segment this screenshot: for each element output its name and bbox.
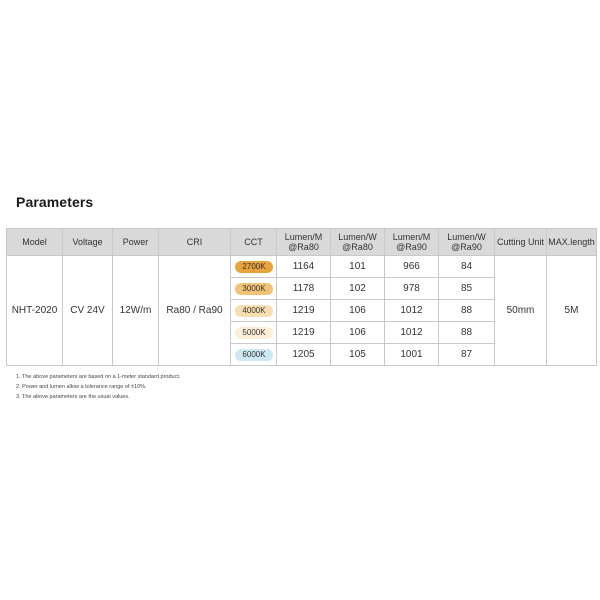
cell-power: 12W/m — [113, 256, 159, 366]
footnote: 1. The above parameters are based on a 1-meter standard product. — [16, 374, 181, 380]
cell-voltage: CV 24V — [63, 256, 113, 366]
header-power: Power — [113, 229, 159, 256]
cell-model: NHT-2020 — [7, 256, 63, 366]
header-cri: CRI — [159, 229, 231, 256]
header-lumen-m-ra90-line1: Lumen/M — [392, 232, 431, 242]
page-title: Parameters — [16, 194, 94, 210]
cct-badge: 5000K — [235, 327, 273, 339]
header-lumen-m-ra90-line2: @Ra90 — [396, 242, 427, 252]
table-row — [7, 256, 597, 278]
cell-lumen-m-ra90: 1012 — [385, 300, 439, 322]
header-cct: CCT — [231, 229, 277, 256]
header-lumen-w-ra80 — [331, 229, 385, 256]
cell-lumen-w-ra80: 105 — [331, 344, 385, 366]
cell-lumen-m-ra80: 1219 — [277, 300, 331, 322]
header-voltage: Voltage — [63, 229, 113, 256]
header-lumen-w-ra90-line2: @Ra90 — [451, 242, 482, 252]
cell-lumen-w-ra80: 102 — [331, 278, 385, 300]
header-lumen-m-ra80 — [277, 229, 331, 256]
cell-lumen-w-ra90: 88 — [439, 300, 495, 322]
header-cutting-unit: Cutting Unit — [495, 229, 547, 256]
header-lumen-w-ra90-line1: Lumen/W — [447, 232, 486, 242]
cct-badge: 4000K — [235, 305, 273, 317]
header-lumen-m-ra80-line2: @Ra80 — [288, 242, 319, 252]
cell-lumen-w-ra80: 101 — [331, 256, 385, 278]
header-lumen-w-ra80-line2: @Ra80 — [342, 242, 373, 252]
cell-lumen-w-ra90: 87 — [439, 344, 495, 366]
header-lumen-w-ra90 — [439, 229, 495, 256]
cell-lumen-w-ra90: 85 — [439, 278, 495, 300]
cell-lumen-m-ra80: 1164 — [277, 256, 331, 278]
cell-cutting-unit: 50mm — [495, 256, 547, 366]
cct-badge: 6000K — [235, 349, 273, 361]
cell-lumen-m-ra90: 1001 — [385, 344, 439, 366]
cell-lumen-m-ra90: 1012 — [385, 322, 439, 344]
header-lumen-w-ra80-line1: Lumen/W — [338, 232, 377, 242]
cell-lumen-w-ra80: 106 — [331, 300, 385, 322]
cell-lumen-m-ra90: 966 — [385, 256, 439, 278]
cell-cct — [231, 278, 277, 300]
cell-cct — [231, 344, 277, 366]
cct-badge: 2700K — [235, 261, 273, 273]
footnote: 3. The above parameters are the usual values. — [16, 394, 130, 400]
cell-lumen-w-ra90: 88 — [439, 322, 495, 344]
cell-max-length: 5M — [547, 256, 597, 366]
cell-cct — [231, 322, 277, 344]
cell-lumen-m-ra90: 978 — [385, 278, 439, 300]
parameters-table — [6, 228, 597, 366]
footnotes — [16, 372, 180, 402]
header-model: Model — [7, 229, 63, 256]
cell-lumen-m-ra80: 1178 — [277, 278, 331, 300]
cell-cct — [231, 300, 277, 322]
cell-cri: Ra80 / Ra90 — [159, 256, 231, 366]
cell-lumen-m-ra80: 1205 — [277, 344, 331, 366]
table-header-row — [7, 229, 597, 256]
header-max-length: MAX.length — [547, 229, 597, 256]
footnote: 2. Power and lumen allow a tolerance range of ±10%. — [16, 384, 147, 390]
cell-lumen-w-ra80: 106 — [331, 322, 385, 344]
cell-cct — [231, 256, 277, 278]
cell-lumen-w-ra90: 84 — [439, 256, 495, 278]
header-lumen-m-ra80-line1: Lumen/M — [284, 232, 323, 242]
cell-lumen-m-ra80: 1219 — [277, 322, 331, 344]
cct-badge: 3000K — [235, 283, 273, 295]
header-lumen-m-ra90 — [385, 229, 439, 256]
